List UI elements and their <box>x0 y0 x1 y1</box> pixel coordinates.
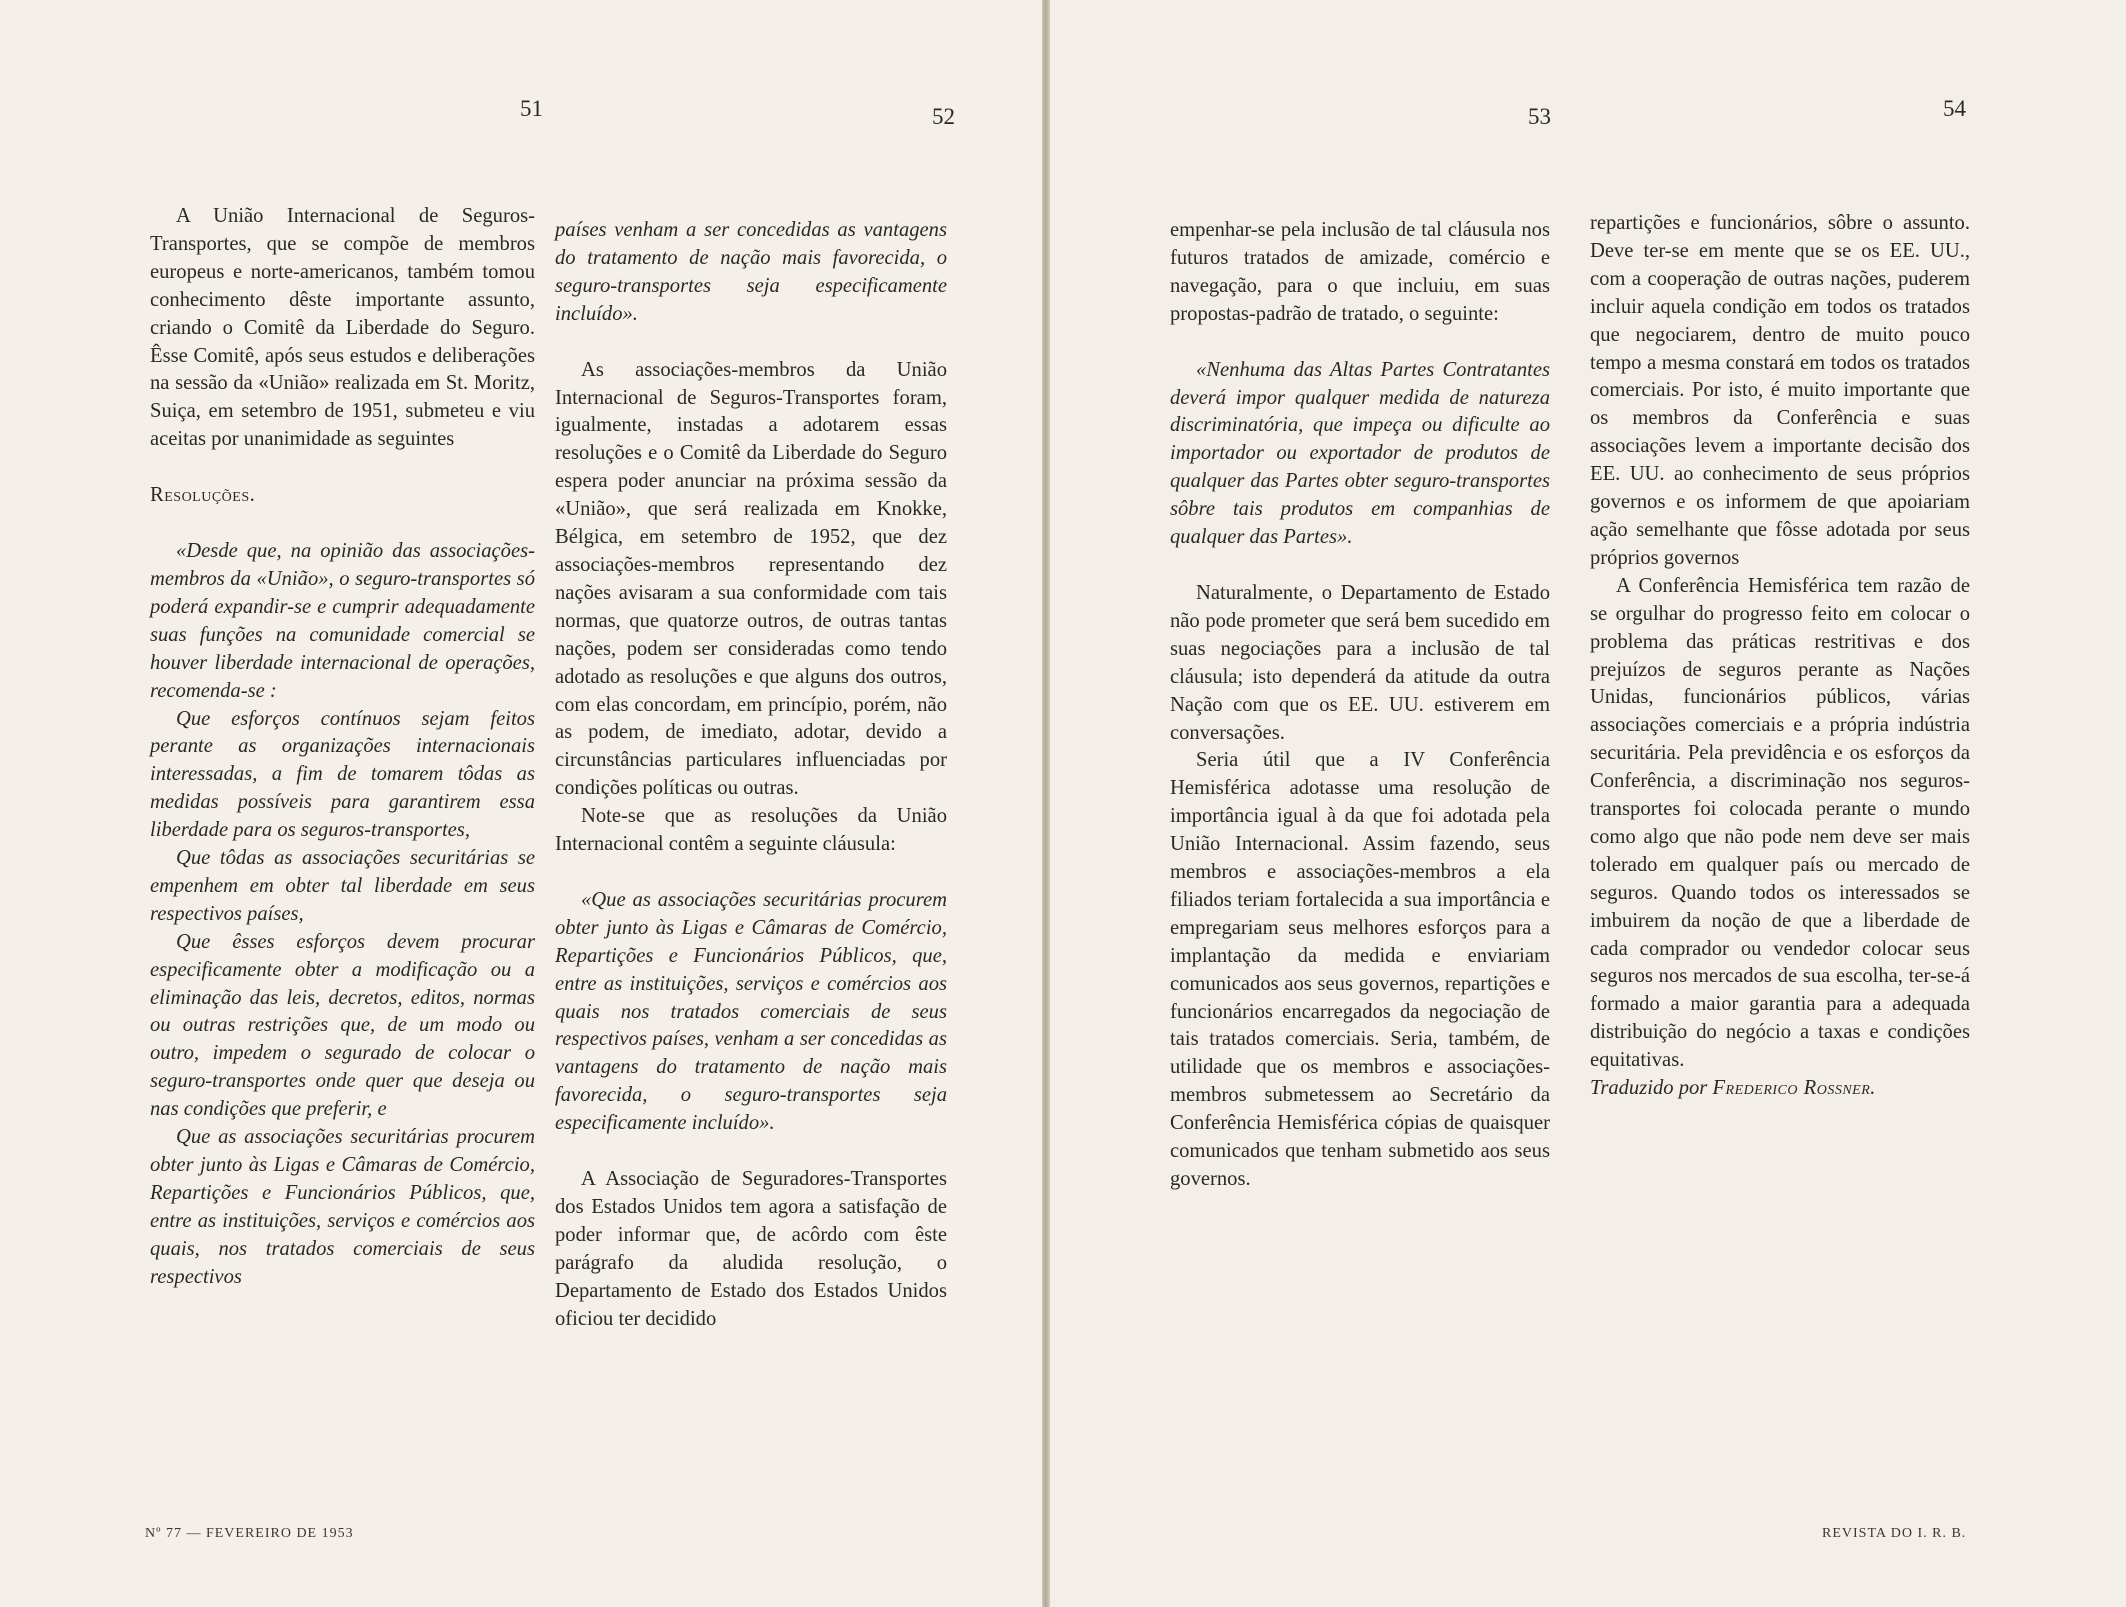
left-scan <box>0 0 1042 1607</box>
paragraph: Que esforços contínuos sejam feitos perante as organizações internacionais interessadas, a fim de tomarem tôdas as medidas possíveis para garantirem essa liberdade para os seguros-transportes, <box>150 707 535 842</box>
page-52-column <box>555 217 947 1334</box>
translator-name: Frederico Rossner. <box>1712 1077 1876 1100</box>
page-number-53: 53 <box>1528 104 1551 129</box>
page-53-column <box>1170 217 1550 1194</box>
paragraph: Que as associações securitárias procurem obter junto às Ligas e Câmaras de Comércio, Repartições e Funcionários Públicos, que, entre as instituições, serviços e comércios aos quais, nos tratados comerciais de seus respectivos <box>150 1126 535 1288</box>
page-51-column <box>150 203 535 1292</box>
footer-journal: REVISTA DO I. R. B. <box>1822 1526 1967 1541</box>
paragraph: «Desde que, na opinião das associações-membros da «União», o seguro-transportes só poderá expandir-se e cumprir adequadamente suas funções na comunidade comercial se houver liberdade internacional de operações, recomenda-se : <box>150 540 535 702</box>
paragraph: Note-se que as resoluções da União Internacional contêm a seguinte cláusula: <box>555 805 947 856</box>
paragraph: empenhar-se pela inclusão de tal cláusula nos futuros tratados de amizade, comércio e navegação, para o que incluiu, em suas propostas-padrão de tratado, o seguinte: <box>1170 219 1550 325</box>
right-scan <box>1050 0 2126 1607</box>
paragraph: «Que as associações securitárias procurem obter junto às Ligas e Câmaras de Comércio, Repartições e Funcionários Públicos, que, entre as instituições, serviços e comércios aos quais nos tratados comerciais de seus respectivos países, venham a ser concedidas as vantagens do tratamento de nação mais favorecida, o seguro-transportes seja especificamente incluído». <box>555 888 947 1135</box>
translated-by-label: Traduzido por <box>1590 1077 1708 1100</box>
page-number-52: 52 <box>932 104 955 129</box>
page-number-51: 51 <box>520 96 543 121</box>
paragraph: «Nenhuma das Altas Partes Contratantes deverá impor qualquer medida de natureza discriminatória, que impeça ou dificulte ao importador ou exportador de produtos de qualquer das Partes obter seguro-transportes sôbre tais produtos em companhias de qualquer das Partes». <box>1170 358 1550 549</box>
footer-issue: Nº 77 — FEVEREIRO DE 1953 <box>145 1526 354 1541</box>
page-54-column <box>1590 210 1970 1103</box>
translator-credit <box>1590 1075 1970 1103</box>
gutter-fold <box>1042 0 1050 1607</box>
paragraph: Seria útil que a IV Conferência Hemisférica adotasse uma resolução de importância igual à da que foi adotada pela União Internacional. Assim fazendo, seus membros e associações-membros a ela filiados teriam fortalecida a sua importância e empregariam seus melhores esforços para a implantação da medida e enviariam comunicados aos seus governos, repartições e funcionários encarregados da negociação de tais tratados comerciais. Seria, também, de utilidade que os membros e associações-membros submetessem ao Secretário da Conferência Hemisférica cópias de quaisquer comunicados que tenham submetido aos seus governos. <box>1170 749 1550 1190</box>
paragraph: Que êsses esforços devem procurar especificamente obter a modificação ou a eliminação das leis, decretos, editos, normas ou outras restrições que, de um modo ou outro, impedem o segurado de colocar o seguro-transportes onde quer que deseja ou nas condições que preferir, e <box>150 930 535 1121</box>
section-heading: Resoluções. <box>150 484 256 507</box>
page-number-54: 54 <box>1943 96 1966 121</box>
paragraph: Naturalmente, o Departamento de Estado não pode prometer que será bem sucedido em suas negociações para a inclusão de tal cláusula; isto dependerá da atitude da outra Nação com que os EE. UU. estiverem em conversações. <box>1170 581 1550 744</box>
paragraph: A Conferência Hemisférica tem razão de se orgulhar do progresso feito em colocar o problema das práticas restritivas e dos prejuízos de seguros perante as Nações Unidas, funcionários públicos, várias associações comerciais e a própria indústria securitária. Pela previdência e os esforços da Conferência, a discriminação nos seguros-transportes foi colocada perante o mundo como algo que não pode nem deve ser mais tolerado em qualquer país ou mercado de seguros. Quando todos os interessados se imbuirem da noção de que a liberdade de cada comprador ou vendedor colocar seus seguros nos mercados de sua escolha, ter-se-á formado a maior garantia para a adequada distribuição do negócio a taxas e condições equitativas. <box>1590 574 1970 1072</box>
paragraph: As associações-membros da União Internacional de Seguros-Transportes foram, igualmente, instadas a adotarem essas resoluções e o Comitê da Liberdade do Seguro espera poder anunciar na próxima sessão da «União», que será realizada em Knokke, Bélgica, em setembro de 1952, que dez associações-membros representando dez nações avisaram a sua conformidade com tais normas, que quatorze outros, de outras tantas nações, podem ser consideradas como tendo adotado as resoluções e que alguns dos outros, com elas concordam, em princípio, porém, não as podem, de imediato, adotar, devido a circunstâncias particulares influenciadas por condições políticas ou outras. <box>555 358 947 800</box>
paragraph: Que tôdas as associações securitárias se empenhem em obter tal liberdade em seus respectivos países, <box>150 847 535 925</box>
paragraph: A Associação de Seguradores-Transportes dos Estados Unidos tem agora a satisfação de poder informar que, de acôrdo com êste parágrafo da aludida resolução, o Departamento de Estado dos Estados Unidos oficiou ter decidido <box>555 1168 947 1330</box>
paragraph: A União Internacional de Seguros-Transportes, que se compõe de membros europeus e norte-americanos, também tomou conhecimento dêste importante assunto, criando o Comitê da Liberdade do Seguro. Êsse Comitê, após seus estudos e deliberações na sessão da «União» realizada em St. Moritz, Suiça, em setembro de 1951, submeteu e viu aceitas por unanimidade as seguintes <box>150 205 535 451</box>
paragraph: repartições e funcionários, sôbre o assunto. Deve ter-se em mente que se os EE. UU., com a cooperação de outras nações, puderem incluir aquela condição em todos os tratados que negociarem, dentro de muito pouco tempo a mesma constará em todos os tratados comerciais. Por isto, é muito importante que os membros da Conferência e suas associações levem a importante decisão dos EE. UU. ao conhecimento de seus próprios governos e os informem de que apoiariam ação semelhante que fôsse adotada por seus próprios governos <box>1590 212 1970 569</box>
paragraph: países venham a ser concedidas as vantagens do tratamento de nação mais favorecida, o seguro-transportes seja especificamente incluído». <box>555 219 947 325</box>
